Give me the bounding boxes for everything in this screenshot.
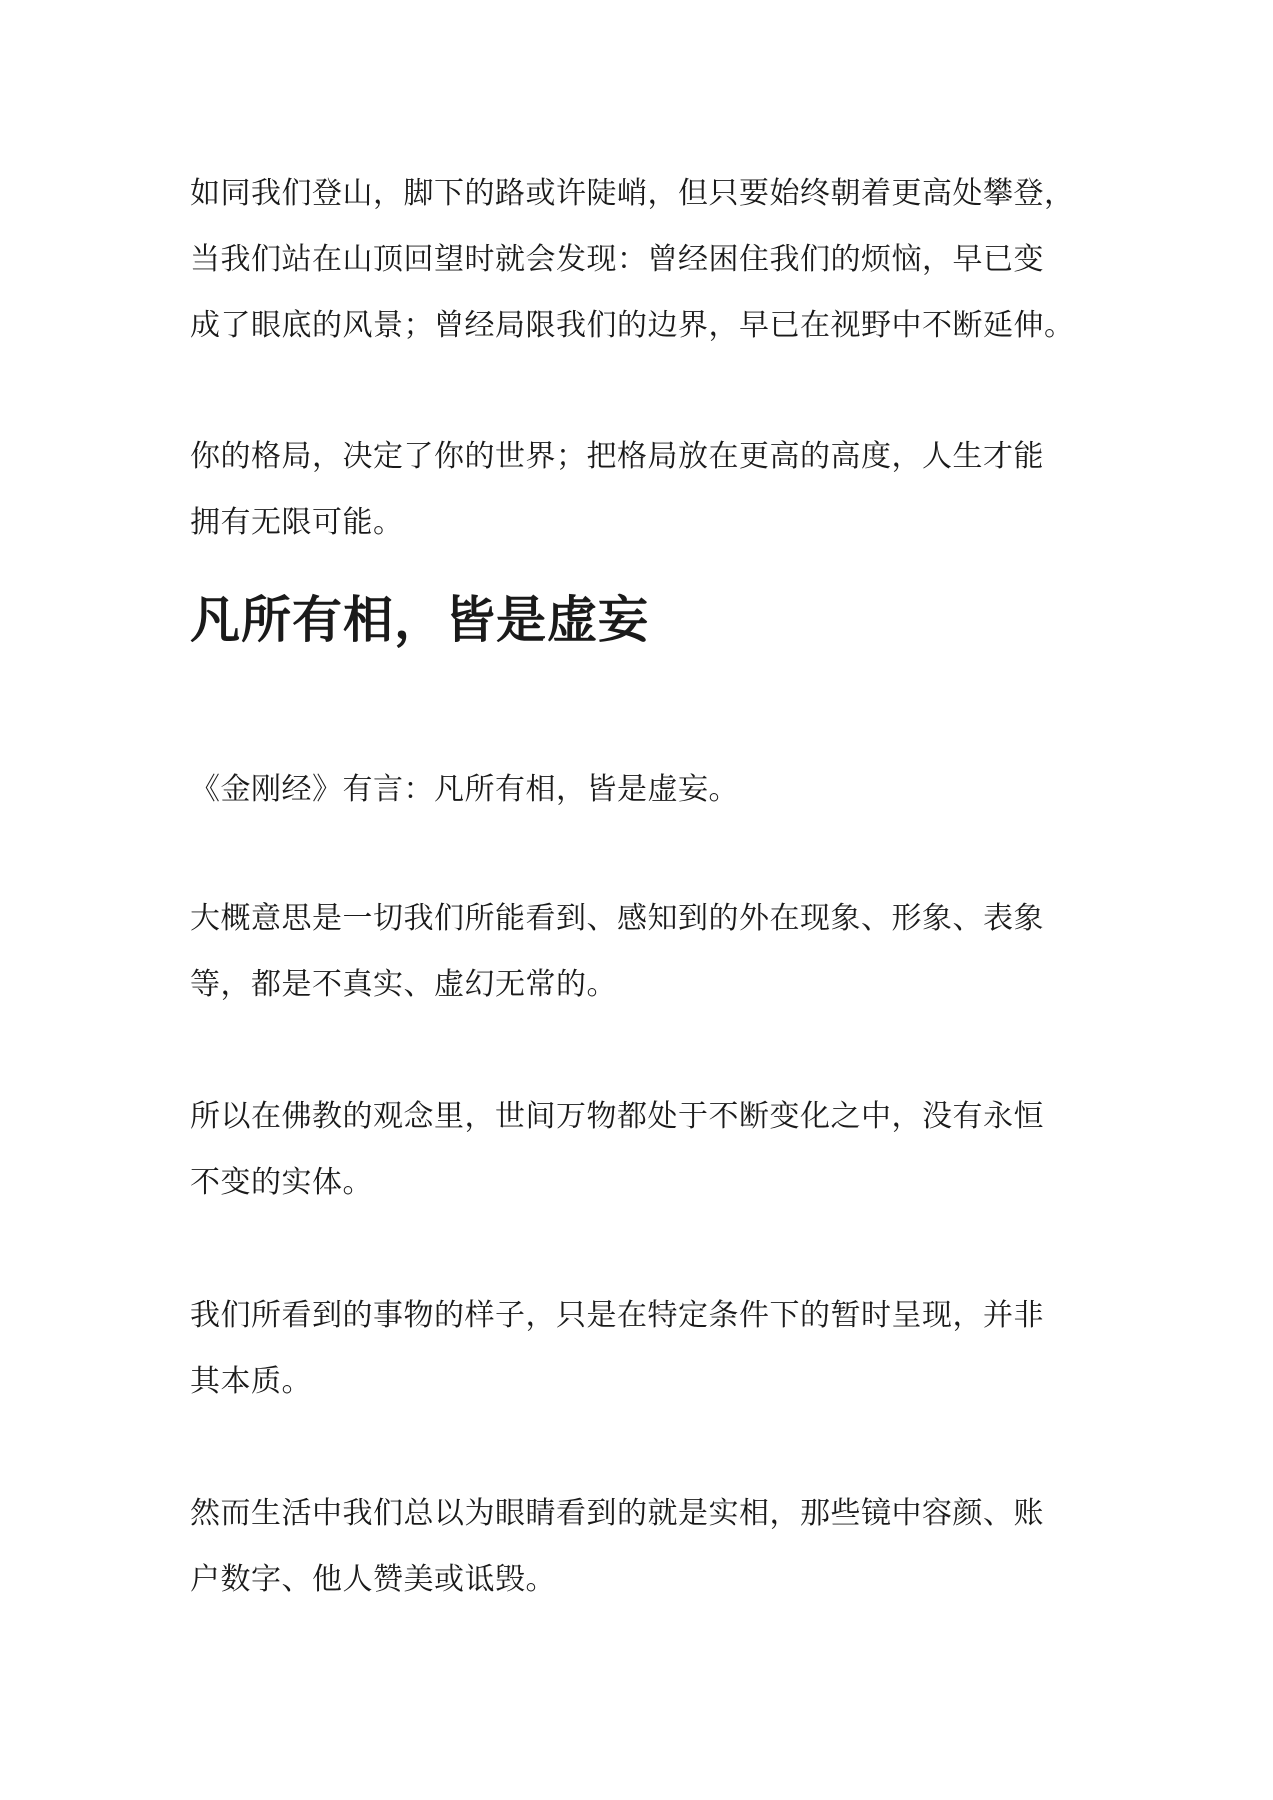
- paragraph-line: 《金刚经》有言：凡所有相，皆是虚妄。: [190, 772, 739, 807]
- paragraph-mountain-climbing: [190, 161, 1090, 359]
- paragraph-line: 你的格局，决定了你的世界；把格局放在更高的高度，人生才能: [190, 439, 1044, 474]
- paragraph-line: 户数字、他人赞美或诋毁。: [190, 1562, 556, 1597]
- paragraph-appearance: [190, 1283, 1090, 1415]
- paragraph-line: 如同我们登山，脚下的路或许陡峭，但只要始终朝着更高处攀登，: [190, 176, 1075, 211]
- paragraph-line: 其本质。: [190, 1364, 312, 1399]
- paragraph-line: 等，都是不真实、虚幻无常的。: [190, 967, 617, 1002]
- paragraph-line: 我们所看到的事物的样子，只是在特定条件下的暂时呈现，并非: [190, 1298, 1044, 1333]
- paragraph-line: 然而生活中我们总以为眼睛看到的就是实相，那些镜中容颜、账: [190, 1496, 1044, 1531]
- paragraph-diamond-sutra-quote: [190, 757, 1090, 823]
- paragraph-daily-life: [190, 1481, 1090, 1613]
- paragraph-buddhist-view: [190, 1084, 1090, 1216]
- paragraph-line: 所以在佛教的观念里，世间万物都处于不断变化之中，没有永恒: [190, 1099, 1044, 1134]
- paragraph-line: 成了眼底的风景；曾经局限我们的边界，早已在视野中不断延伸。: [190, 308, 1075, 343]
- paragraph-line: 大概意思是一切我们所能看到、感知到的外在现象、形象、表象: [190, 901, 1044, 936]
- paragraph-line: 不变的实体。: [190, 1165, 373, 1200]
- paragraph-vision: [190, 424, 1090, 556]
- section-heading: 凡所有相，皆是虚妄: [190, 591, 649, 649]
- paragraph-meaning: [190, 886, 1090, 1018]
- paragraph-line: 拥有无限可能。: [190, 505, 404, 540]
- paragraph-line: 当我们站在山顶回望时就会发现：曾经困住我们的烦恼，早已变: [190, 242, 1044, 277]
